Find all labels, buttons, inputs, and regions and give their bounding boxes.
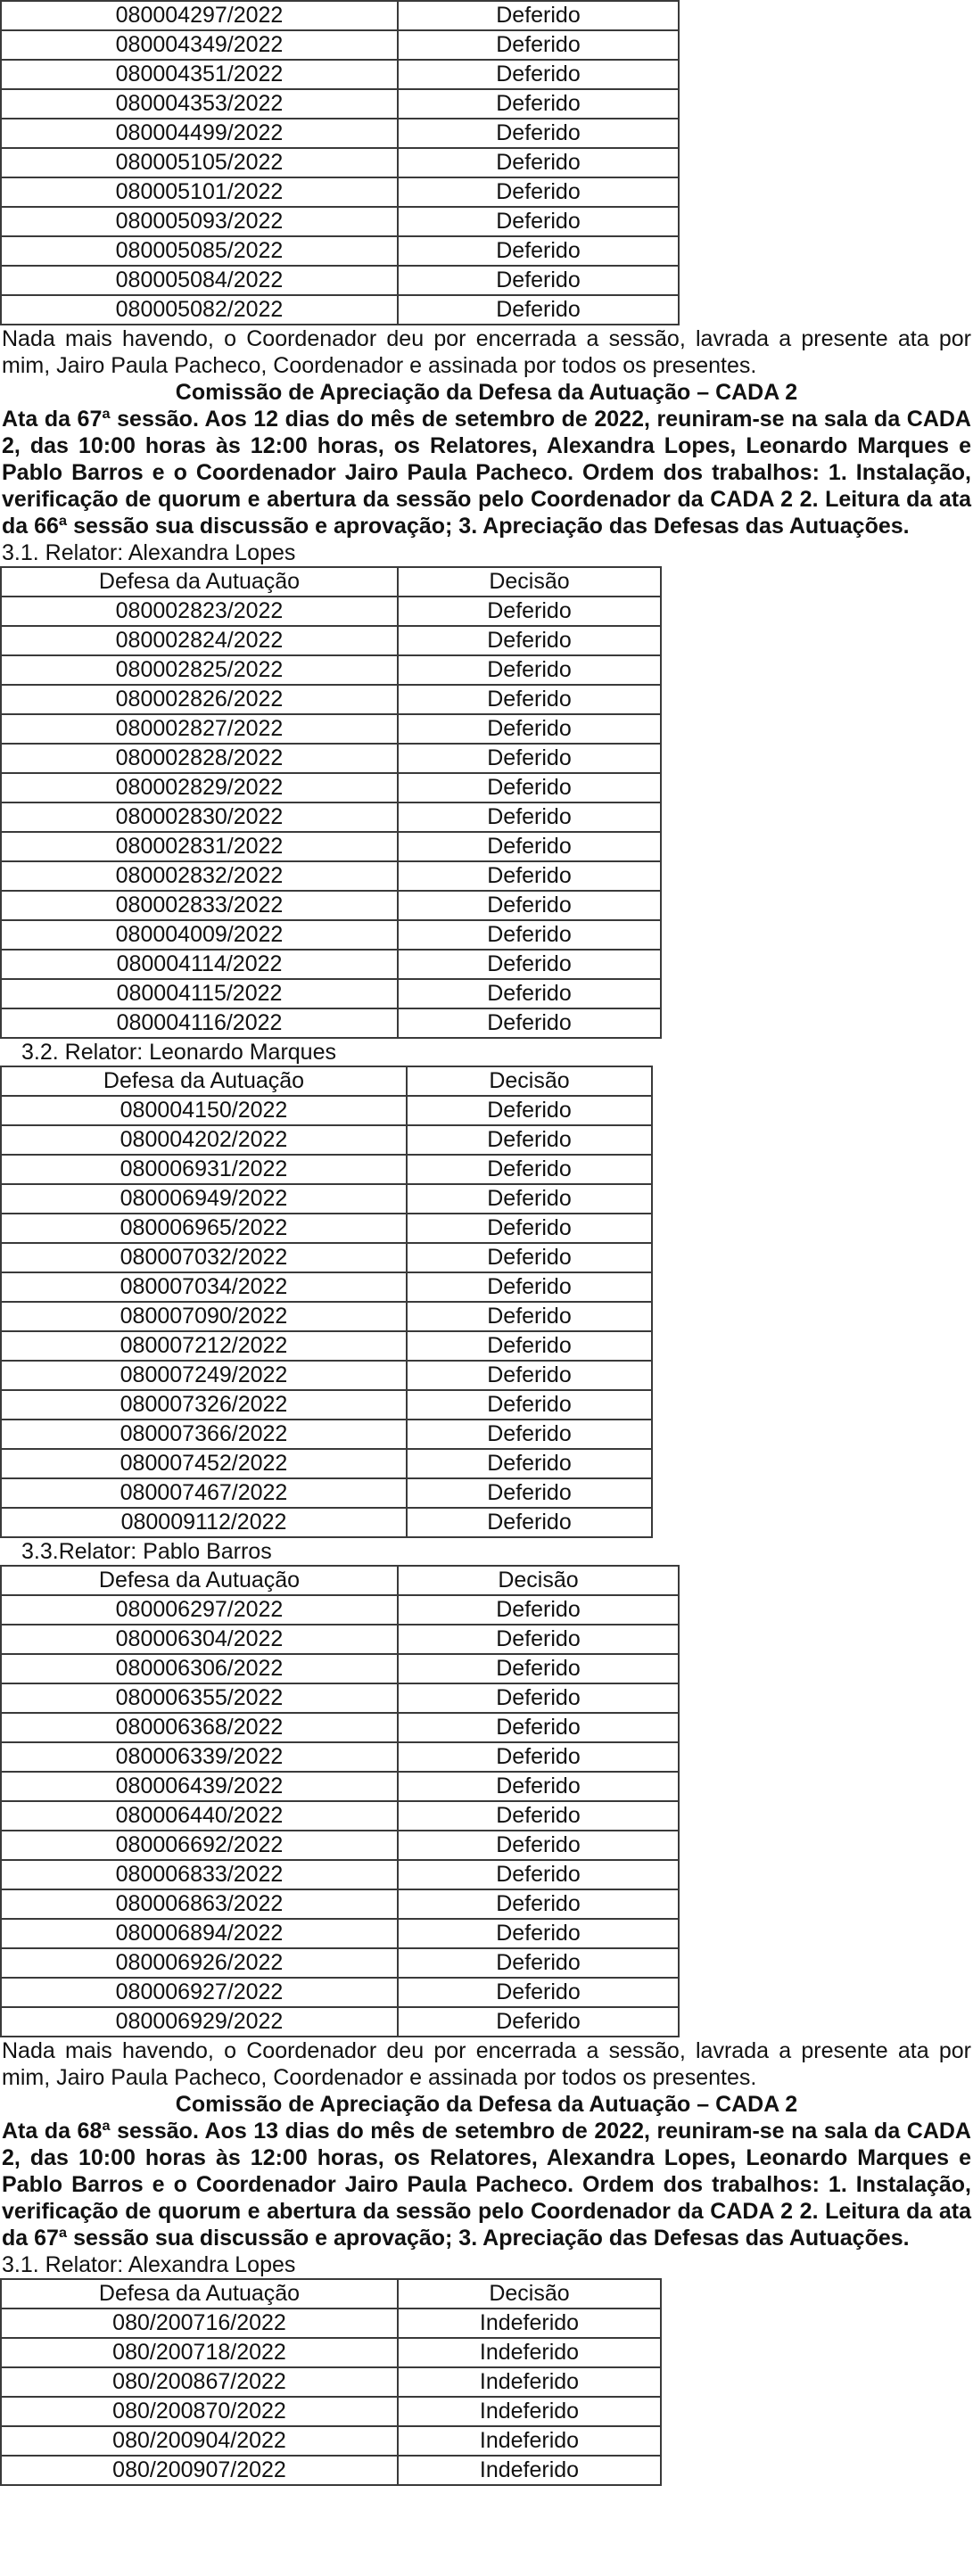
relator-label-pablo: 3.3.Relator: Pablo Barros	[21, 1539, 272, 1564]
decision-cell: Deferido	[407, 1420, 652, 1449]
table-row	[1, 655, 661, 685]
decision-cell: Deferido	[407, 1302, 652, 1331]
decision-cell: Deferido	[407, 1361, 652, 1390]
decision-cell: Deferido	[398, 597, 661, 626]
decision-cell: Deferido	[398, 861, 661, 891]
table-row	[1, 2007, 679, 2037]
decision-cell: Deferido	[398, 1919, 679, 1948]
process-number-cell: 080006894/2022	[1, 1919, 398, 1948]
decision-cell: Deferido	[398, 119, 679, 148]
process-number-cell: 080002830/2022	[1, 802, 398, 832]
decision-cell: Indeferido	[398, 2456, 661, 2485]
decision-cell: Deferido	[398, 1948, 679, 1978]
process-number-cell: 080006692/2022	[1, 1831, 398, 1860]
decision-cell: Deferido	[398, 89, 679, 119]
table-row	[1, 1831, 679, 1860]
decision-cell: Deferido	[407, 1478, 652, 1508]
relator-label-alexandra-1: 3.1. Relator: Alexandra Lopes	[2, 540, 296, 565]
table-row	[1, 1801, 679, 1831]
decision-cell: Deferido	[398, 655, 661, 685]
header-decisao: Decisão	[398, 2279, 661, 2309]
process-number-cell: 080004297/2022	[1, 1, 398, 30]
decision-cell: Deferido	[407, 1331, 652, 1361]
process-number-cell: 080007212/2022	[1, 1331, 407, 1361]
process-number-cell: 080005085/2022	[1, 236, 398, 266]
process-number-cell: 080002833/2022	[1, 891, 398, 920]
process-number-cell: 080006439/2022	[1, 1772, 398, 1801]
process-number-cell: 080005105/2022	[1, 148, 398, 177]
process-number-cell: 080006297/2022	[1, 1595, 398, 1625]
table-row	[1, 60, 679, 89]
table-header-row	[1, 1566, 679, 1595]
decision-cell: Deferido	[398, 2007, 679, 2037]
decision-cell: Deferido	[398, 744, 661, 773]
table-row	[1, 979, 661, 1008]
table-row	[1, 802, 661, 832]
decision-cell: Deferido	[398, 1772, 679, 1801]
table-row	[1, 1683, 679, 1713]
process-number-cell: 080002823/2022	[1, 597, 398, 626]
decision-table-top	[0, 0, 680, 325]
session-minutes-68: Ata da 68ª sessão. Aos 13 dias do mês de setembro de 2022, reuniram-se na sala da CADA 2, das 10:00 horas às 12:00 horas, os Relatores, Alexandra Lopes, Leonardo Marques e Pablo Barros e o Coordenador Jairo Paula Pacheco. Ordem dos trabalhos: 1. Instalação, verificação de quorum e abertura da sessão pelo Coordenador da CADA 2 2. Leitura da ata da 67ª sessão sua discussão e aprovação; 3. Apreciação das Defesas das Autuações.	[2, 2119, 971, 2251]
process-number-cell: 080006949/2022	[1, 1184, 407, 1214]
process-number-cell: 080004499/2022	[1, 119, 398, 148]
decision-cell: Deferido	[398, 1831, 679, 1860]
header-decisao: Decisão	[398, 1566, 679, 1595]
process-number-cell: 080004116/2022	[1, 1008, 398, 1038]
table-header-row	[1, 1066, 652, 1096]
process-number-cell: 080006368/2022	[1, 1713, 398, 1742]
process-number-cell: 080002831/2022	[1, 832, 398, 861]
decision-cell: Deferido	[398, 177, 679, 207]
process-number-cell: 080007366/2022	[1, 1420, 407, 1449]
table-row	[1, 119, 679, 148]
decision-cell: Deferido	[407, 1449, 652, 1478]
process-number-cell: 080006929/2022	[1, 2007, 398, 2037]
header-decisao: Decisão	[398, 567, 661, 597]
process-number-cell: 080004353/2022	[1, 89, 398, 119]
table-row	[1, 2397, 661, 2426]
decision-cell: Deferido	[398, 1801, 679, 1831]
process-number-cell: 080007090/2022	[1, 1302, 407, 1331]
decision-cell: Deferido	[398, 802, 661, 832]
decision-table-pablo	[0, 1565, 680, 2037]
decision-cell: Deferido	[398, 1978, 679, 2007]
process-number-cell: 080005093/2022	[1, 207, 398, 236]
header-defesa: Defesa da Autuação	[1, 567, 398, 597]
process-number-cell: 080007467/2022	[1, 1478, 407, 1508]
decision-cell: Deferido	[398, 920, 661, 950]
decision-cell: Indeferido	[398, 2397, 661, 2426]
process-number-cell: 080002825/2022	[1, 655, 398, 685]
table-row	[1, 1361, 652, 1390]
decision-cell: Indeferido	[398, 2367, 661, 2397]
decision-cell: Deferido	[398, 60, 679, 89]
process-number-cell: 080002824/2022	[1, 626, 398, 655]
process-number-cell: 080004351/2022	[1, 60, 398, 89]
process-number-cell: 080002827/2022	[1, 714, 398, 744]
table-row	[1, 920, 661, 950]
process-number-cell: 080/200870/2022	[1, 2397, 398, 2426]
decision-cell: Deferido	[398, 773, 661, 802]
decision-cell: Deferido	[398, 1683, 679, 1713]
decision-cell: Deferido	[398, 1008, 661, 1038]
relator-label-alexandra-2: 3.1. Relator: Alexandra Lopes	[2, 2252, 296, 2277]
table-row	[1, 1595, 679, 1625]
table-row	[1, 1096, 652, 1125]
table-row	[1, 1713, 679, 1742]
decision-cell: Deferido	[407, 1214, 652, 1243]
process-number-cell: 080/200716/2022	[1, 2309, 398, 2338]
decision-cell: Deferido	[398, 1625, 679, 1654]
process-number-cell: 080006306/2022	[1, 1654, 398, 1683]
table-row	[1, 1155, 652, 1184]
table-row	[1, 1625, 679, 1654]
table-row	[1, 2426, 661, 2456]
process-number-cell: 080009112/2022	[1, 1508, 407, 1537]
table-row	[1, 1860, 679, 1889]
process-number-cell: 080/200904/2022	[1, 2426, 398, 2456]
table-row	[1, 714, 661, 744]
decision-cell: Deferido	[398, 295, 679, 325]
process-number-cell: 080006355/2022	[1, 1683, 398, 1713]
decision-cell: Deferido	[398, 1713, 679, 1742]
decision-cell: Deferido	[398, 148, 679, 177]
process-number-cell: 080004349/2022	[1, 30, 398, 60]
table-row	[1, 177, 679, 207]
process-number-cell: 080002832/2022	[1, 861, 398, 891]
table-row	[1, 2456, 661, 2485]
table-row	[1, 1919, 679, 1948]
decision-cell: Deferido	[398, 891, 661, 920]
process-number-cell: 080/200867/2022	[1, 2367, 398, 2397]
process-number-cell: 080007249/2022	[1, 1361, 407, 1390]
table-row	[1, 626, 661, 655]
process-number-cell: 080005082/2022	[1, 295, 398, 325]
decision-cell: Deferido	[407, 1243, 652, 1272]
table-row	[1, 1478, 652, 1508]
table-row	[1, 685, 661, 714]
closing-paragraph-1: Nada mais havendo, o Coordenador deu por encerrada a sessão, lavrada a presente ata por mim, Jairo Paula Pacheco, Coordenador e assinada por todos os presentes.	[2, 326, 971, 378]
table-row	[1, 295, 679, 325]
decision-cell: Deferido	[407, 1155, 652, 1184]
table-row	[1, 1125, 652, 1155]
process-number-cell: 080005101/2022	[1, 177, 398, 207]
process-number-cell: 080006863/2022	[1, 1889, 398, 1919]
table-row	[1, 950, 661, 979]
table-row	[1, 148, 679, 177]
decision-cell: Deferido	[398, 207, 679, 236]
committee-title-1: Comissão de Apreciação da Defesa da Autuação – CADA 2	[175, 380, 798, 405]
decision-cell: Deferido	[407, 1125, 652, 1155]
header-defesa: Defesa da Autuação	[1, 1566, 398, 1595]
decision-cell: Deferido	[407, 1272, 652, 1302]
table-row	[1, 1390, 652, 1420]
header-defesa: Defesa da Autuação	[1, 2279, 398, 2309]
decision-cell: Deferido	[398, 1742, 679, 1772]
process-number-cell: 080002828/2022	[1, 744, 398, 773]
decision-cell: Deferido	[398, 30, 679, 60]
closing-paragraph-2: Nada mais havendo, o Coordenador deu por encerrada a sessão, lavrada a presente ata por mim, Jairo Paula Pacheco, Coordenador e assinada por todos os presentes.	[2, 2038, 971, 2090]
decision-cell: Deferido	[398, 1860, 679, 1889]
table-row	[1, 1, 679, 30]
decision-table-leonardo	[0, 1066, 653, 1538]
table-row	[1, 207, 679, 236]
decision-cell: Deferido	[398, 1595, 679, 1625]
decision-table-alexandra-2	[0, 2278, 662, 2486]
decision-cell: Deferido	[398, 1, 679, 30]
decision-cell: Deferido	[398, 236, 679, 266]
table-row	[1, 1978, 679, 2007]
header-defesa: Defesa da Autuação	[1, 1066, 407, 1096]
decision-cell: Indeferido	[398, 2426, 661, 2456]
table-header-row	[1, 567, 661, 597]
table-row	[1, 89, 679, 119]
process-number-cell: 080/200907/2022	[1, 2456, 398, 2485]
table-row	[1, 1742, 679, 1772]
table-row	[1, 2367, 661, 2397]
process-number-cell: 080006926/2022	[1, 1948, 398, 1978]
table-header-row	[1, 2279, 661, 2309]
decision-cell: Deferido	[398, 1654, 679, 1683]
table-row	[1, 891, 661, 920]
process-number-cell: 080006440/2022	[1, 1801, 398, 1831]
process-number-cell: 080004009/2022	[1, 920, 398, 950]
decision-cell: Deferido	[398, 950, 661, 979]
table-row	[1, 1508, 652, 1537]
relator-label-leonardo: 3.2. Relator: Leonardo Marques	[21, 1040, 336, 1065]
table-row	[1, 1420, 652, 1449]
process-number-cell: 080002829/2022	[1, 773, 398, 802]
table-row	[1, 236, 679, 266]
table-row	[1, 597, 661, 626]
process-number-cell: 080004114/2022	[1, 950, 398, 979]
decision-cell: Deferido	[398, 626, 661, 655]
process-number-cell: 080/200718/2022	[1, 2338, 398, 2367]
process-number-cell: 080002826/2022	[1, 685, 398, 714]
decision-cell: Deferido	[398, 266, 679, 295]
header-decisao: Decisão	[407, 1066, 652, 1096]
table-row	[1, 1889, 679, 1919]
decision-cell: Deferido	[398, 685, 661, 714]
table-row	[1, 266, 679, 295]
table-row	[1, 2338, 661, 2367]
process-number-cell: 080006339/2022	[1, 1742, 398, 1772]
process-number-cell: 080007034/2022	[1, 1272, 407, 1302]
process-number-cell: 080007452/2022	[1, 1449, 407, 1478]
table-row	[1, 773, 661, 802]
process-number-cell: 080004150/2022	[1, 1096, 407, 1125]
process-number-cell: 080004202/2022	[1, 1125, 407, 1155]
decision-cell: Deferido	[398, 979, 661, 1008]
committee-title-2: Comissão de Apreciação da Defesa da Autuação – CADA 2	[175, 2092, 798, 2117]
table-row	[1, 1214, 652, 1243]
table-row	[1, 1272, 652, 1302]
decision-cell: Deferido	[398, 1889, 679, 1919]
table-row	[1, 1948, 679, 1978]
decision-cell: Deferido	[398, 714, 661, 744]
process-number-cell: 080004115/2022	[1, 979, 398, 1008]
process-number-cell: 080006965/2022	[1, 1214, 407, 1243]
decision-cell: Indeferido	[398, 2338, 661, 2367]
table-row	[1, 1008, 661, 1038]
process-number-cell: 080006833/2022	[1, 1860, 398, 1889]
decision-cell: Deferido	[407, 1390, 652, 1420]
decision-cell: Deferido	[407, 1096, 652, 1125]
table-row	[1, 744, 661, 773]
process-number-cell: 080007032/2022	[1, 1243, 407, 1272]
table-row	[1, 1243, 652, 1272]
table-row	[1, 1654, 679, 1683]
table-row	[1, 1331, 652, 1361]
table-row	[1, 1184, 652, 1214]
table-row	[1, 832, 661, 861]
decision-cell: Indeferido	[398, 2309, 661, 2338]
table-row	[1, 1772, 679, 1801]
decision-cell: Deferido	[398, 832, 661, 861]
process-number-cell: 080006931/2022	[1, 1155, 407, 1184]
table-row	[1, 861, 661, 891]
decision-cell: Deferido	[407, 1508, 652, 1537]
decision-table-alexandra-1	[0, 566, 662, 1039]
table-row	[1, 1449, 652, 1478]
process-number-cell: 080005084/2022	[1, 266, 398, 295]
session-minutes-67: Ata da 67ª sessão. Aos 12 dias do mês de setembro de 2022, reuniram-se na sala da CADA 2, das 10:00 horas às 12:00 horas, os Relatores, Alexandra Lopes, Leonardo Marques e Pablo Barros e o Coordenador Jairo Paula Pacheco. Ordem dos trabalhos: 1. Instalação, verificação de quorum e abertura da sessão pelo Coordenador da CADA 2 2. Leitura da ata da 66ª sessão sua discussão e aprovação; 3. Apreciação das Defesas das Autuações.	[2, 407, 971, 539]
table-row	[1, 30, 679, 60]
process-number-cell: 080006927/2022	[1, 1978, 398, 2007]
decision-cell: Deferido	[407, 1184, 652, 1214]
process-number-cell: 080006304/2022	[1, 1625, 398, 1654]
table-row	[1, 1302, 652, 1331]
table-row	[1, 2309, 661, 2338]
process-number-cell: 080007326/2022	[1, 1390, 407, 1420]
